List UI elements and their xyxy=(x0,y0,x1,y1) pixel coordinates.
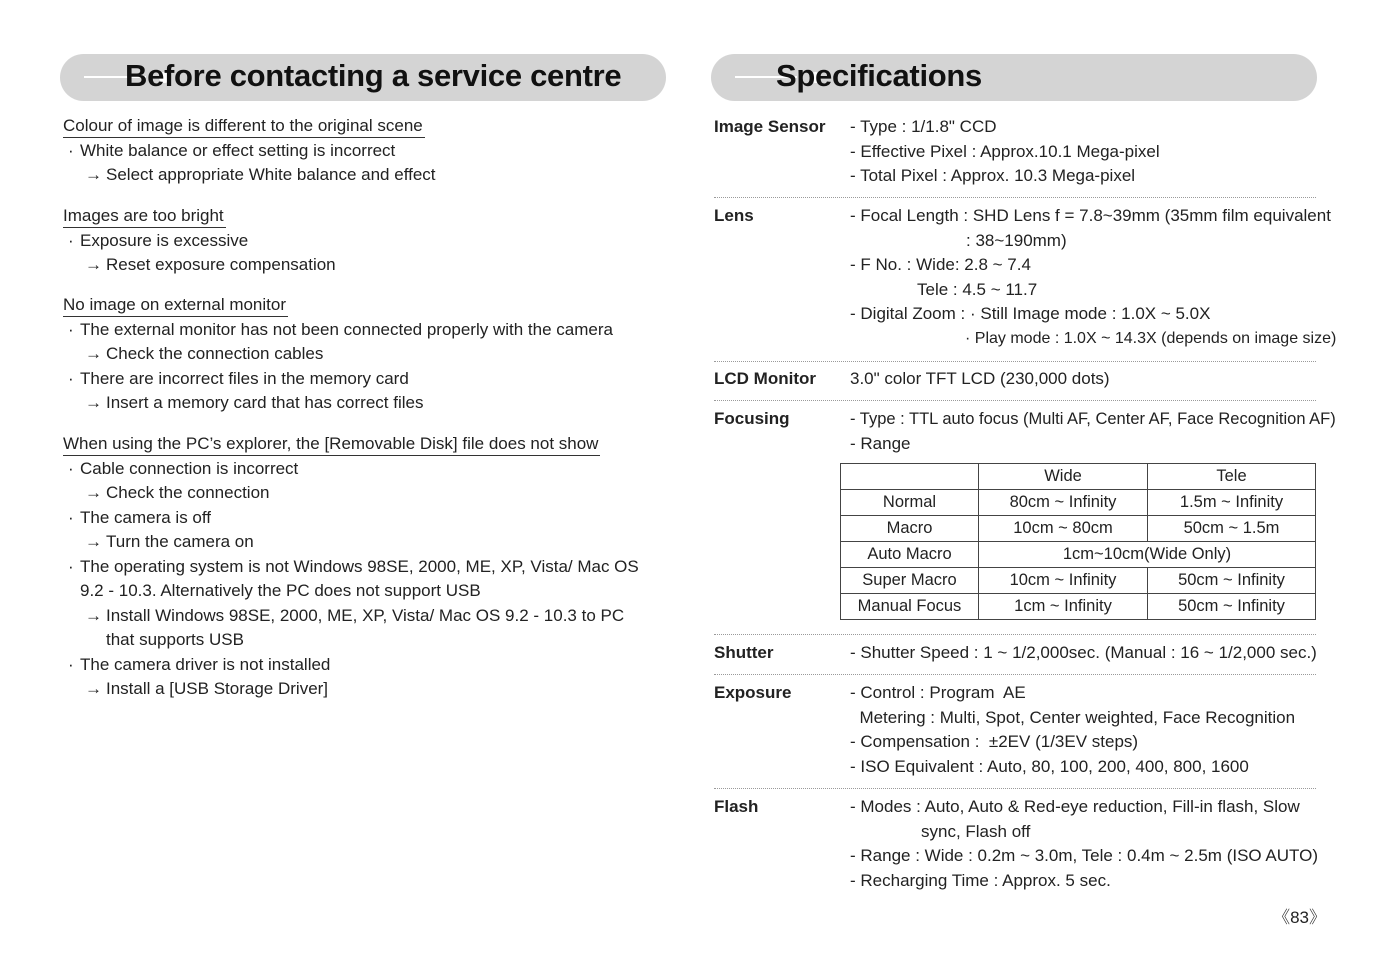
spec-line: - Recharging Time : Approx. 5 sec. xyxy=(850,870,1111,890)
faq-fix: → Reset exposure compensation xyxy=(63,253,663,278)
dotted-divider xyxy=(714,634,1316,635)
table-cell: 1cm~10cm(Wide Only) xyxy=(979,542,1316,568)
table-header-cell: Tele xyxy=(1148,464,1316,490)
faq-cause: · The operating system is not Windows 98SE, 2000, ME, XP, Vista/ Mac OS 9.2 - 10.3. Alternatively the PC does not support USB xyxy=(68,556,639,600)
focus-range-table xyxy=(840,463,1316,620)
spec-line: - ISO Equivalent : Auto, 80, 100, 200, 400, 800, 1600 xyxy=(850,756,1249,776)
dotted-divider xyxy=(714,674,1316,675)
table-cell: Normal xyxy=(841,490,979,516)
faq-cause: · The camera is off xyxy=(63,506,663,531)
spec-line: - Focal Length : SHD Lens f = 7.8~39mm (35mm film equivalent xyxy=(850,206,1331,225)
table-row xyxy=(841,594,1316,620)
faq-fix: → Check the connection cables xyxy=(63,342,663,367)
table-cell: Macro xyxy=(841,516,979,542)
troubleshooting-column xyxy=(60,54,666,698)
dotted-divider xyxy=(714,361,1316,362)
arrow-icon: → xyxy=(85,605,102,625)
bullet-icon: · xyxy=(68,319,74,339)
spec-line: - Compensation : ±2EV (1/3EV steps) xyxy=(850,732,1139,751)
faq-fix: → Install a [USB Storage Driver] xyxy=(63,677,663,702)
faq-section-colour xyxy=(63,114,663,188)
bullet-icon: · xyxy=(68,654,74,674)
spec-line: - Control : Program AE xyxy=(850,683,1026,702)
table-cell: 80cm ~ Infinity xyxy=(979,490,1148,516)
faq-heading: When using the PC’s explorer, the [Removable Disk] file does not show xyxy=(63,433,600,456)
table-cell: 1cm ~ Infinity xyxy=(979,594,1148,620)
table-row xyxy=(841,464,1316,490)
arrow-icon: → xyxy=(85,165,102,184)
spec-label: Exposure xyxy=(714,683,792,702)
faq-cause: · There are incorrect files in the memory card xyxy=(63,367,663,392)
spec-label: LCD Monitor xyxy=(714,369,816,388)
arrow-icon: → xyxy=(85,679,102,698)
dotted-divider xyxy=(714,788,1316,789)
faq-cause: · Cable connection is incorrect xyxy=(63,457,663,482)
section-title-bar xyxy=(711,54,1317,101)
faq-cause: · Exposure is excessive xyxy=(63,229,663,254)
bullet-icon: · xyxy=(68,230,74,250)
spec-line: - Shutter Speed : 1 ~ 1/2,000sec. (Manual : 16 ~ 1/2,000 sec.) xyxy=(850,643,1317,662)
page-number: 《83》 xyxy=(1273,908,1326,927)
table-cell: 1.5m ~ Infinity xyxy=(1148,490,1316,516)
bullet-icon: · xyxy=(68,507,74,527)
arrow-icon: → xyxy=(85,532,102,551)
bullet-icon: · xyxy=(68,368,74,388)
spec-line: - Total Pixel : Approx. 10.3 Mega-pixel xyxy=(850,166,1136,185)
table-row xyxy=(841,490,1316,516)
table-row xyxy=(841,516,1316,542)
faq-section-bright xyxy=(63,204,663,278)
bullet-icon: · xyxy=(68,140,74,160)
arrow-icon: → xyxy=(85,483,102,502)
faq-fix: → Insert a memory card that has correct files xyxy=(63,391,663,416)
spec-line: - Digital Zoom : · Still Image mode : 1.0X ~ 5.0X xyxy=(850,304,1211,323)
spec-line: - Type : 1/1.8" CCD xyxy=(850,117,997,136)
faq-fix: → Select appropriate White balance and effect xyxy=(63,163,663,188)
faq-cause: · White balance or effect setting is incorrect xyxy=(63,139,663,164)
arrow-icon: → xyxy=(85,393,102,412)
section-title: Specifications xyxy=(776,58,982,93)
bullet-icon: · xyxy=(68,556,74,576)
table-row xyxy=(841,542,1316,568)
faq-heading: Images are too bright xyxy=(63,205,226,228)
spec-label: Focusing xyxy=(714,409,790,428)
faq-fix: → Check the connection xyxy=(63,481,663,506)
page-title: Before contacting a service centre xyxy=(125,58,622,93)
section-title-bar xyxy=(60,54,666,101)
faq-cause: · The external monitor has not been connected properly with the camera xyxy=(63,318,663,343)
specifications-column xyxy=(711,54,1337,890)
spec-label: Shutter xyxy=(714,643,774,662)
table-cell: 10cm ~ Infinity xyxy=(979,568,1148,594)
spec-line: - Range : Wide : 0.2m ~ 3.0m, Tele : 0.4m ~ 2.5m (ISO AUTO) xyxy=(850,846,1318,865)
table-header-cell: Wide xyxy=(979,464,1148,490)
faq-section-monitor xyxy=(63,293,663,416)
arrow-icon: → xyxy=(85,255,102,274)
table-cell: 10cm ~ 80cm xyxy=(979,516,1148,542)
spec-line: · Play mode : 1.0X ~ 14.3X (depends on image size) xyxy=(965,329,1337,347)
spec-line: - F No. : Wide: 2.8 ~ 7.4 xyxy=(850,255,1031,274)
spec-label: Image Sensor xyxy=(714,117,826,136)
spec-line: 3.0" color TFT LCD (230,000 dots) xyxy=(850,369,1110,388)
table-cell: Super Macro xyxy=(841,568,979,594)
spec-label: Lens xyxy=(714,206,754,225)
faq-cause: · The camera driver is not installed xyxy=(63,653,663,678)
spec-line: Tele : 4.5 ~ 11.7 xyxy=(917,279,1038,299)
faq-fix: → Turn the camera on xyxy=(63,530,663,555)
spec-line: - Effective Pixel : Approx.10.1 Mega-pixel xyxy=(850,141,1160,161)
spec-line: Metering : Multi, Spot, Center weighted, Face Recognition xyxy=(850,707,1296,727)
dotted-divider xyxy=(714,197,1316,198)
spec-label: Flash xyxy=(714,797,759,816)
faq-fix: → Install Windows 98SE, 2000, ME, XP, Vista/ Mac OS 9.2 - 10.3 to PC that supports USB xyxy=(85,605,625,649)
table-row xyxy=(841,568,1316,594)
faq-heading: Colour of image is different to the original scene xyxy=(63,115,425,138)
spec-line: - Range xyxy=(850,433,911,453)
dotted-divider xyxy=(714,400,1316,401)
spec-line: : 38~190mm) xyxy=(966,230,1067,250)
table-cell: Auto Macro xyxy=(841,542,979,568)
spec-line: - Modes : Auto, Auto & Red-eye reduction, Fill-in flash, Slow xyxy=(850,797,1300,816)
spec-line: - Type : TTL auto focus (Multi AF, Center AF, Face Recognition AF) xyxy=(850,410,1336,428)
spec-line: sync, Flash off xyxy=(921,821,1031,841)
table-cell: 50cm ~ Infinity xyxy=(1148,568,1316,594)
bullet-icon: · xyxy=(68,458,74,478)
table-cell: Manual Focus xyxy=(841,594,979,620)
arrow-icon: → xyxy=(85,344,102,363)
faq-section-removable-disk xyxy=(63,432,663,702)
table-cell: 50cm ~ 1.5m xyxy=(1148,516,1316,542)
faq-heading: No image on external monitor xyxy=(63,294,288,317)
table-header-cell xyxy=(841,464,979,490)
table-cell: 50cm ~ Infinity xyxy=(1148,594,1316,620)
